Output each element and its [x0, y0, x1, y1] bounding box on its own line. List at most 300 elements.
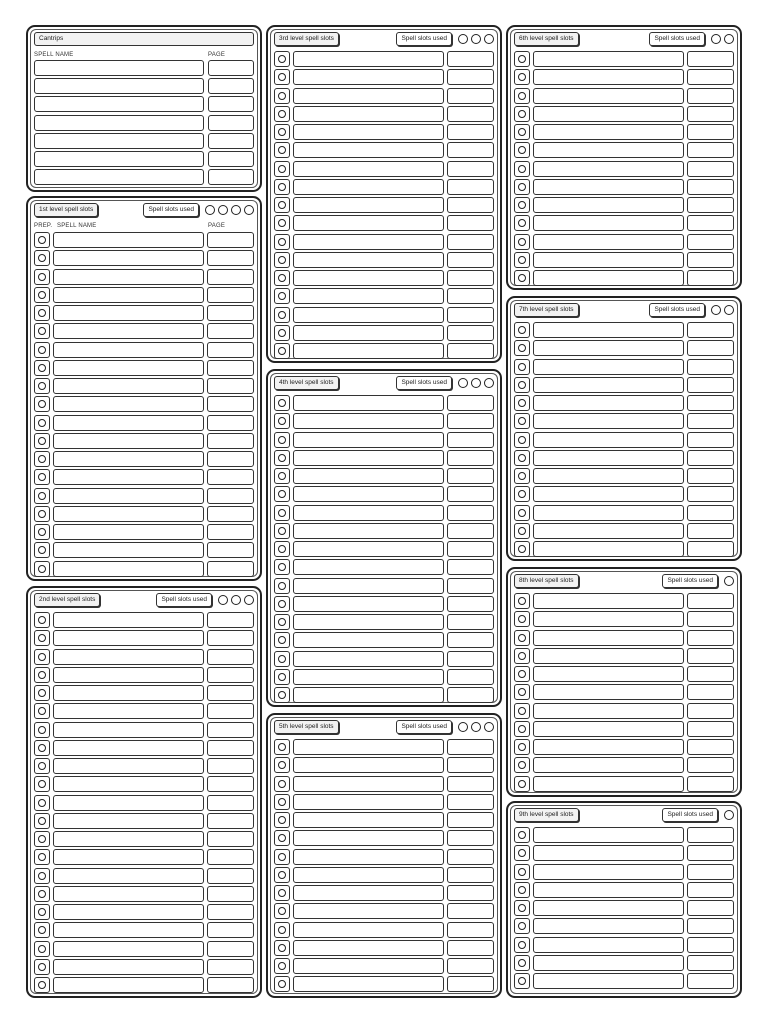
- spell-name-field[interactable]: [293, 940, 444, 956]
- spell-slot-checkbox[interactable]: [231, 595, 241, 605]
- spell-page-field[interactable]: [687, 918, 734, 934]
- prepared-checkbox[interactable]: [278, 743, 286, 751]
- spell-page-field[interactable]: [447, 632, 494, 648]
- spell-page-field[interactable]: [687, 340, 734, 356]
- prepared-checkbox[interactable]: [38, 908, 46, 916]
- spell-name-field[interactable]: [293, 413, 444, 429]
- cantrip-name-field[interactable]: [34, 96, 204, 112]
- spell-page-field[interactable]: [447, 849, 494, 865]
- prepared-checkbox[interactable]: [518, 941, 526, 949]
- spell-page-field[interactable]: [687, 270, 734, 286]
- spell-name-field[interactable]: [533, 955, 684, 971]
- spell-slot-checkbox[interactable]: [218, 595, 228, 605]
- cantrip-page-field[interactable]: [208, 96, 254, 112]
- spell-page-field[interactable]: [207, 506, 254, 522]
- spell-page-field[interactable]: [447, 776, 494, 792]
- prepared-checkbox[interactable]: [518, 165, 526, 173]
- spell-page-field[interactable]: [687, 505, 734, 521]
- spell-page-field[interactable]: [207, 649, 254, 665]
- spell-page-field[interactable]: [207, 868, 254, 884]
- spell-name-field[interactable]: [533, 918, 684, 934]
- spell-page-field[interactable]: [447, 325, 494, 341]
- spell-page-field[interactable]: [447, 215, 494, 231]
- spell-page-field[interactable]: [447, 559, 494, 575]
- spell-slot-checkbox[interactable]: [724, 34, 734, 44]
- prepared-checkbox[interactable]: [38, 853, 46, 861]
- spell-page-field[interactable]: [447, 687, 494, 703]
- spell-name-field[interactable]: [293, 270, 444, 286]
- prepared-checkbox[interactable]: [38, 890, 46, 898]
- prepared-checkbox[interactable]: [278, 673, 286, 681]
- prepared-checkbox[interactable]: [278, 399, 286, 407]
- spell-page-field[interactable]: [207, 703, 254, 719]
- spell-page-field[interactable]: [207, 433, 254, 449]
- prepared-checkbox[interactable]: [278, 907, 286, 915]
- spell-name-field[interactable]: [533, 106, 684, 122]
- spell-name-field[interactable]: [293, 179, 444, 195]
- prepared-checkbox[interactable]: [518, 238, 526, 246]
- spell-slot-checkbox[interactable]: [218, 205, 228, 215]
- prepared-checkbox[interactable]: [38, 309, 46, 317]
- prepared-checkbox[interactable]: [518, 417, 526, 425]
- spell-slot-checkbox[interactable]: [231, 205, 241, 215]
- prepared-checkbox[interactable]: [518, 363, 526, 371]
- spell-name-field[interactable]: [533, 630, 684, 646]
- prepared-checkbox[interactable]: [278, 563, 286, 571]
- spell-name-field[interactable]: [53, 469, 204, 485]
- spell-name-field[interactable]: [293, 596, 444, 612]
- spell-page-field[interactable]: [207, 740, 254, 756]
- spell-name-field[interactable]: [533, 413, 684, 429]
- prepared-checkbox[interactable]: [278, 636, 286, 644]
- prepared-checkbox[interactable]: [518, 725, 526, 733]
- prepared-checkbox[interactable]: [38, 236, 46, 244]
- spell-slot-checkbox[interactable]: [724, 305, 734, 315]
- prepared-checkbox[interactable]: [38, 528, 46, 536]
- spell-name-field[interactable]: [53, 488, 204, 504]
- spell-page-field[interactable]: [447, 51, 494, 67]
- spell-name-field[interactable]: [533, 270, 684, 286]
- spell-name-field[interactable]: [53, 232, 204, 248]
- prepared-checkbox[interactable]: [518, 652, 526, 660]
- spell-name-field[interactable]: [533, 234, 684, 250]
- spell-name-field[interactable]: [53, 649, 204, 665]
- spell-page-field[interactable]: [687, 648, 734, 664]
- prepared-checkbox[interactable]: [518, 922, 526, 930]
- prepared-checkbox[interactable]: [38, 780, 46, 788]
- spell-name-field[interactable]: [293, 541, 444, 557]
- prepared-checkbox[interactable]: [518, 128, 526, 136]
- spell-name-field[interactable]: [533, 648, 684, 664]
- prepared-checkbox[interactable]: [278, 55, 286, 63]
- cantrip-name-field[interactable]: [34, 60, 204, 76]
- cantrip-page-field[interactable]: [208, 115, 254, 131]
- spell-page-field[interactable]: [207, 488, 254, 504]
- spell-name-field[interactable]: [53, 269, 204, 285]
- spell-name-field[interactable]: [293, 197, 444, 213]
- prepared-checkbox[interactable]: [38, 689, 46, 697]
- prepared-checkbox[interactable]: [278, 256, 286, 264]
- spell-page-field[interactable]: [207, 886, 254, 902]
- spell-name-field[interactable]: [53, 378, 204, 394]
- cantrip-page-field[interactable]: [208, 78, 254, 94]
- spell-name-field[interactable]: [53, 722, 204, 738]
- spell-name-field[interactable]: [533, 51, 684, 67]
- prepared-checkbox[interactable]: [38, 400, 46, 408]
- spell-name-field[interactable]: [293, 288, 444, 304]
- spell-page-field[interactable]: [207, 287, 254, 303]
- spell-page-field[interactable]: [207, 415, 254, 431]
- prepared-checkbox[interactable]: [518, 831, 526, 839]
- prepared-checkbox[interactable]: [518, 597, 526, 605]
- spell-name-field[interactable]: [293, 812, 444, 828]
- prepared-checkbox[interactable]: [38, 981, 46, 989]
- prepared-checkbox[interactable]: [278, 853, 286, 861]
- prepared-checkbox[interactable]: [278, 527, 286, 535]
- prepared-checkbox[interactable]: [38, 616, 46, 624]
- spell-page-field[interactable]: [207, 758, 254, 774]
- prepared-checkbox[interactable]: [278, 472, 286, 480]
- prepared-checkbox[interactable]: [518, 509, 526, 517]
- prepared-checkbox[interactable]: [278, 490, 286, 498]
- spell-page-field[interactable]: [687, 450, 734, 466]
- spell-name-field[interactable]: [53, 795, 204, 811]
- spell-name-field[interactable]: [293, 885, 444, 901]
- spell-name-field[interactable]: [533, 340, 684, 356]
- spell-name-field[interactable]: [293, 578, 444, 594]
- spell-name-field[interactable]: [293, 307, 444, 323]
- spell-name-field[interactable]: [53, 396, 204, 412]
- spell-name-field[interactable]: [53, 630, 204, 646]
- prepared-checkbox[interactable]: [278, 347, 286, 355]
- prepared-checkbox[interactable]: [518, 959, 526, 967]
- spell-name-field[interactable]: [293, 687, 444, 703]
- spell-name-field[interactable]: [293, 450, 444, 466]
- spell-name-field[interactable]: [293, 559, 444, 575]
- spell-name-field[interactable]: [53, 977, 204, 993]
- spell-name-field[interactable]: [293, 343, 444, 359]
- spell-slot-checkbox[interactable]: [458, 34, 468, 44]
- spell-name-field[interactable]: [53, 703, 204, 719]
- spell-page-field[interactable]: [687, 684, 734, 700]
- spell-page-field[interactable]: [687, 937, 734, 953]
- prepared-checkbox[interactable]: [278, 128, 286, 136]
- prepared-checkbox[interactable]: [38, 382, 46, 390]
- spell-page-field[interactable]: [687, 611, 734, 627]
- spell-page-field[interactable]: [207, 360, 254, 376]
- prepared-checkbox[interactable]: [518, 761, 526, 769]
- spell-page-field[interactable]: [687, 703, 734, 719]
- spell-page-field[interactable]: [687, 69, 734, 85]
- prepared-checkbox[interactable]: [278, 780, 286, 788]
- spell-page-field[interactable]: [687, 432, 734, 448]
- spell-name-field[interactable]: [293, 632, 444, 648]
- spell-page-field[interactable]: [447, 885, 494, 901]
- prepared-checkbox[interactable]: [278, 417, 286, 425]
- prepared-checkbox[interactable]: [518, 977, 526, 985]
- spell-name-field[interactable]: [533, 757, 684, 773]
- prepared-checkbox[interactable]: [518, 201, 526, 209]
- spell-name-field[interactable]: [53, 667, 204, 683]
- spell-page-field[interactable]: [207, 722, 254, 738]
- spell-page-field[interactable]: [687, 486, 734, 502]
- prepared-checkbox[interactable]: [278, 691, 286, 699]
- spell-page-field[interactable]: [447, 867, 494, 883]
- spell-name-field[interactable]: [533, 666, 684, 682]
- spell-name-field[interactable]: [533, 739, 684, 755]
- prepared-checkbox[interactable]: [38, 273, 46, 281]
- spell-page-field[interactable]: [447, 413, 494, 429]
- spell-page-field[interactable]: [447, 161, 494, 177]
- cantrip-page-field[interactable]: [208, 169, 254, 185]
- prepared-checkbox[interactable]: [38, 835, 46, 843]
- prepared-checkbox[interactable]: [278, 798, 286, 806]
- prepared-checkbox[interactable]: [278, 545, 286, 553]
- spell-page-field[interactable]: [447, 903, 494, 919]
- prepared-checkbox[interactable]: [278, 311, 286, 319]
- cantrip-name-field[interactable]: [34, 115, 204, 131]
- spell-name-field[interactable]: [53, 922, 204, 938]
- spell-name-field[interactable]: [293, 849, 444, 865]
- spell-name-field[interactable]: [533, 541, 684, 557]
- spell-slot-checkbox[interactable]: [471, 34, 481, 44]
- spell-page-field[interactable]: [687, 973, 734, 989]
- prepared-checkbox[interactable]: [38, 799, 46, 807]
- prepared-checkbox[interactable]: [38, 346, 46, 354]
- spell-name-field[interactable]: [53, 323, 204, 339]
- spell-page-field[interactable]: [207, 795, 254, 811]
- prepared-checkbox[interactable]: [518, 55, 526, 63]
- prepared-checkbox[interactable]: [38, 926, 46, 934]
- spell-page-field[interactable]: [447, 468, 494, 484]
- spell-name-field[interactable]: [53, 831, 204, 847]
- spell-page-field[interactable]: [207, 904, 254, 920]
- spell-page-field[interactable]: [687, 468, 734, 484]
- spell-page-field[interactable]: [207, 342, 254, 358]
- prepared-checkbox[interactable]: [278, 889, 286, 897]
- spell-page-field[interactable]: [687, 739, 734, 755]
- spell-name-field[interactable]: [53, 360, 204, 376]
- spell-page-field[interactable]: [447, 288, 494, 304]
- spell-page-field[interactable]: [687, 142, 734, 158]
- spell-page-field[interactable]: [447, 505, 494, 521]
- prepared-checkbox[interactable]: [518, 707, 526, 715]
- prepared-checkbox[interactable]: [518, 868, 526, 876]
- spell-page-field[interactable]: [447, 179, 494, 195]
- spell-name-field[interactable]: [293, 757, 444, 773]
- spell-name-field[interactable]: [533, 179, 684, 195]
- spell-name-field[interactable]: [53, 342, 204, 358]
- spell-name-field[interactable]: [533, 776, 684, 792]
- spell-name-field[interactable]: [293, 794, 444, 810]
- spell-name-field[interactable]: [533, 593, 684, 609]
- prepared-checkbox[interactable]: [278, 329, 286, 337]
- spell-name-field[interactable]: [533, 684, 684, 700]
- spell-name-field[interactable]: [533, 252, 684, 268]
- spell-page-field[interactable]: [687, 88, 734, 104]
- spell-page-field[interactable]: [207, 250, 254, 266]
- spell-page-field[interactable]: [447, 88, 494, 104]
- prepared-checkbox[interactable]: [38, 671, 46, 679]
- spell-page-field[interactable]: [687, 776, 734, 792]
- spell-slot-checkbox[interactable]: [205, 205, 215, 215]
- spell-name-field[interactable]: [53, 287, 204, 303]
- spell-page-field[interactable]: [207, 776, 254, 792]
- spell-page-field[interactable]: [687, 523, 734, 539]
- prepared-checkbox[interactable]: [38, 762, 46, 770]
- spell-page-field[interactable]: [447, 252, 494, 268]
- spell-page-field[interactable]: [687, 845, 734, 861]
- spell-slot-checkbox[interactable]: [471, 722, 481, 732]
- spell-name-field[interactable]: [293, 669, 444, 685]
- spell-page-field[interactable]: [447, 486, 494, 502]
- spell-page-field[interactable]: [687, 900, 734, 916]
- prepared-checkbox[interactable]: [518, 381, 526, 389]
- spell-name-field[interactable]: [53, 250, 204, 266]
- spell-name-field[interactable]: [293, 523, 444, 539]
- prepared-checkbox[interactable]: [38, 726, 46, 734]
- prepared-checkbox[interactable]: [38, 565, 46, 573]
- spell-page-field[interactable]: [207, 849, 254, 865]
- prepared-checkbox[interactable]: [278, 183, 286, 191]
- spell-page-field[interactable]: [687, 106, 734, 122]
- spell-name-field[interactable]: [293, 124, 444, 140]
- spell-name-field[interactable]: [533, 937, 684, 953]
- prepared-checkbox[interactable]: [518, 399, 526, 407]
- spell-name-field[interactable]: [533, 703, 684, 719]
- spell-name-field[interactable]: [53, 433, 204, 449]
- prepared-checkbox[interactable]: [518, 454, 526, 462]
- spell-name-field[interactable]: [293, 830, 444, 846]
- spell-name-field[interactable]: [533, 215, 684, 231]
- prepared-checkbox[interactable]: [518, 743, 526, 751]
- prepared-checkbox[interactable]: [278, 582, 286, 590]
- spell-page-field[interactable]: [207, 813, 254, 829]
- prepared-checkbox[interactable]: [518, 780, 526, 788]
- spell-name-field[interactable]: [533, 486, 684, 502]
- spell-page-field[interactable]: [207, 451, 254, 467]
- spell-name-field[interactable]: [293, 651, 444, 667]
- spell-page-field[interactable]: [687, 721, 734, 737]
- cantrip-name-field[interactable]: [34, 78, 204, 94]
- prepared-checkbox[interactable]: [38, 872, 46, 880]
- spell-name-field[interactable]: [293, 88, 444, 104]
- spell-name-field[interactable]: [293, 776, 444, 792]
- spell-page-field[interactable]: [207, 941, 254, 957]
- prepared-checkbox[interactable]: [278, 110, 286, 118]
- spell-page-field[interactable]: [687, 666, 734, 682]
- spell-page-field[interactable]: [207, 396, 254, 412]
- prepared-checkbox[interactable]: [518, 670, 526, 678]
- spell-page-field[interactable]: [207, 469, 254, 485]
- spell-page-field[interactable]: [207, 305, 254, 321]
- spell-page-field[interactable]: [687, 197, 734, 213]
- prepared-checkbox[interactable]: [278, 146, 286, 154]
- spell-name-field[interactable]: [533, 505, 684, 521]
- spell-page-field[interactable]: [687, 124, 734, 140]
- spell-page-field[interactable]: [447, 234, 494, 250]
- prepared-checkbox[interactable]: [278, 655, 286, 663]
- spell-name-field[interactable]: [293, 486, 444, 502]
- spell-name-field[interactable]: [293, 432, 444, 448]
- spell-page-field[interactable]: [447, 830, 494, 846]
- spell-name-field[interactable]: [293, 922, 444, 938]
- spell-page-field[interactable]: [447, 596, 494, 612]
- spell-page-field[interactable]: [687, 541, 734, 557]
- prepared-checkbox[interactable]: [278, 238, 286, 246]
- spell-name-field[interactable]: [293, 51, 444, 67]
- spell-name-field[interactable]: [293, 106, 444, 122]
- spell-page-field[interactable]: [687, 179, 734, 195]
- spell-name-field[interactable]: [533, 900, 684, 916]
- prepared-checkbox[interactable]: [38, 817, 46, 825]
- cantrip-name-field[interactable]: [34, 151, 204, 167]
- spell-name-field[interactable]: [533, 450, 684, 466]
- prepared-checkbox[interactable]: [278, 274, 286, 282]
- spell-name-field[interactable]: [53, 451, 204, 467]
- prepared-checkbox[interactable]: [518, 274, 526, 282]
- spell-name-field[interactable]: [533, 611, 684, 627]
- spell-name-field[interactable]: [53, 524, 204, 540]
- spell-name-field[interactable]: [533, 882, 684, 898]
- spell-name-field[interactable]: [293, 958, 444, 974]
- prepared-checkbox[interactable]: [278, 761, 286, 769]
- prepared-checkbox[interactable]: [38, 744, 46, 752]
- prepared-checkbox[interactable]: [518, 634, 526, 642]
- spell-name-field[interactable]: [53, 542, 204, 558]
- prepared-checkbox[interactable]: [38, 634, 46, 642]
- spell-page-field[interactable]: [687, 395, 734, 411]
- spell-page-field[interactable]: [207, 542, 254, 558]
- prepared-checkbox[interactable]: [278, 509, 286, 517]
- spell-name-field[interactable]: [53, 758, 204, 774]
- spell-name-field[interactable]: [293, 142, 444, 158]
- prepared-checkbox[interactable]: [518, 904, 526, 912]
- prepared-checkbox[interactable]: [518, 472, 526, 480]
- spell-page-field[interactable]: [687, 234, 734, 250]
- prepared-checkbox[interactable]: [518, 849, 526, 857]
- spell-name-field[interactable]: [53, 506, 204, 522]
- spell-page-field[interactable]: [447, 69, 494, 85]
- spell-name-field[interactable]: [293, 976, 444, 992]
- spell-slot-checkbox[interactable]: [484, 378, 494, 388]
- spell-page-field[interactable]: [447, 739, 494, 755]
- prepared-checkbox[interactable]: [518, 110, 526, 118]
- prepared-checkbox[interactable]: [518, 256, 526, 264]
- spell-name-field[interactable]: [533, 468, 684, 484]
- spell-page-field[interactable]: [207, 378, 254, 394]
- cantrip-page-field[interactable]: [208, 151, 254, 167]
- spell-name-field[interactable]: [53, 886, 204, 902]
- spell-page-field[interactable]: [207, 667, 254, 683]
- prepared-checkbox[interactable]: [278, 454, 286, 462]
- spell-slot-checkbox[interactable]: [724, 810, 734, 820]
- spell-name-field[interactable]: [533, 827, 684, 843]
- spell-name-field[interactable]: [293, 614, 444, 630]
- spell-page-field[interactable]: [687, 359, 734, 375]
- spell-name-field[interactable]: [533, 523, 684, 539]
- spell-page-field[interactable]: [447, 142, 494, 158]
- prepared-checkbox[interactable]: [518, 615, 526, 623]
- spell-page-field[interactable]: [447, 523, 494, 539]
- spell-name-field[interactable]: [293, 234, 444, 250]
- spell-page-field[interactable]: [687, 630, 734, 646]
- prepared-checkbox[interactable]: [518, 436, 526, 444]
- prepared-checkbox[interactable]: [38, 707, 46, 715]
- prepared-checkbox[interactable]: [518, 146, 526, 154]
- prepared-checkbox[interactable]: [278, 618, 286, 626]
- prepared-checkbox[interactable]: [278, 871, 286, 879]
